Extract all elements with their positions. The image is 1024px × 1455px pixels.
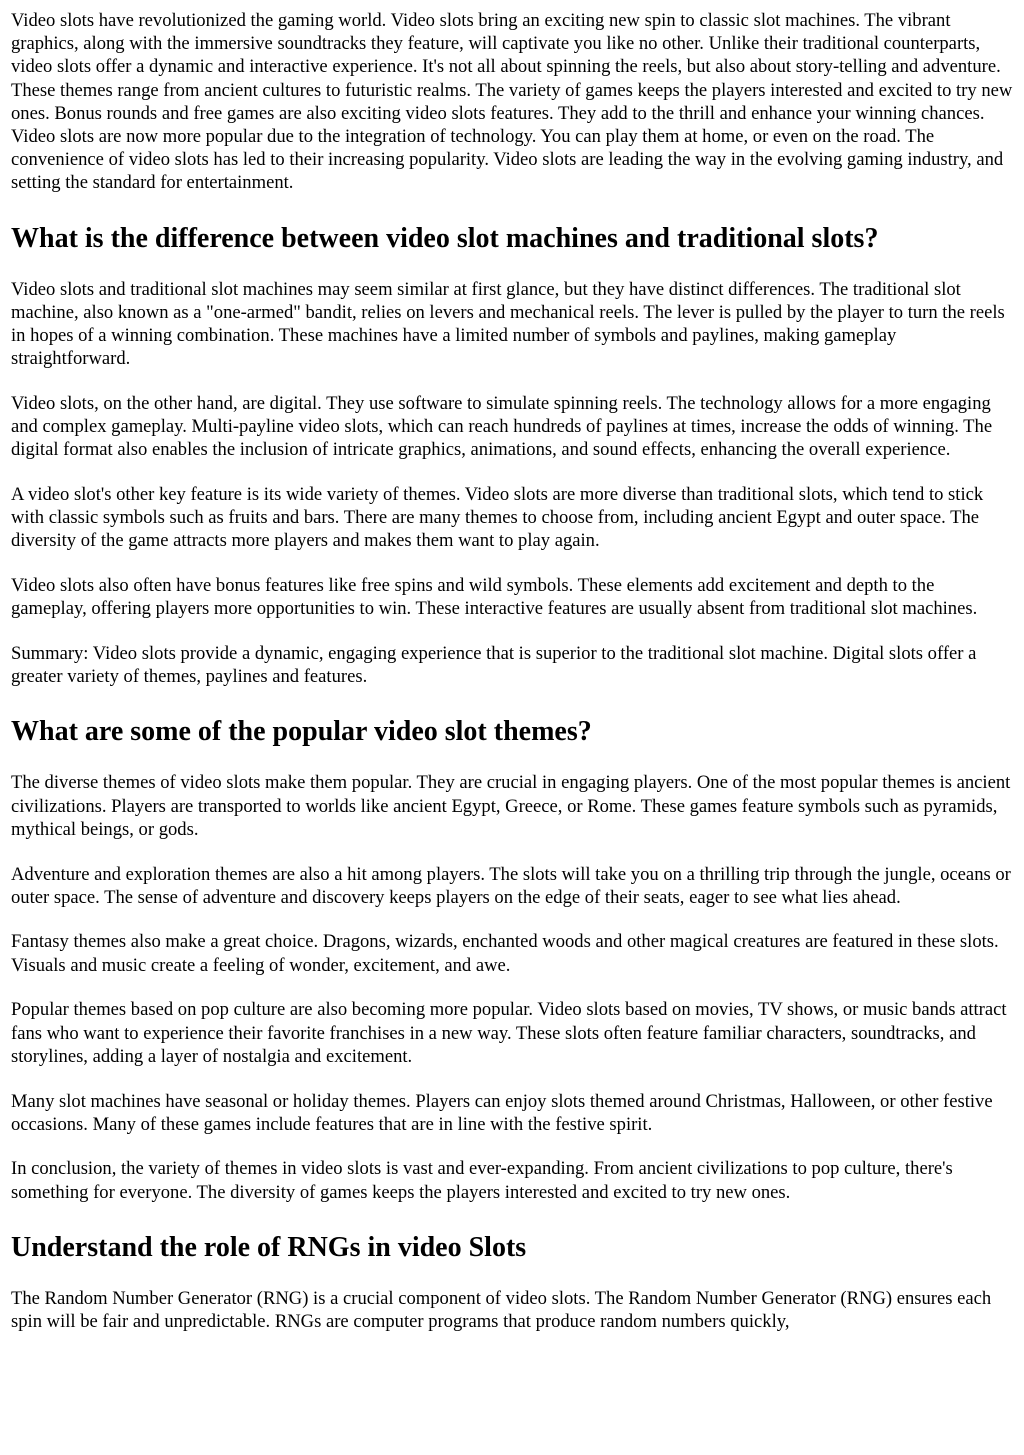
section-themes — [11, 715, 1014, 1203]
paragraph: Video slots and traditional slot machines may seem similar at first glance, but they have distinct differences. The traditional slot machine, also known as a "one-armed" bandit, relies on levers and mechanical reels. The lever is pulled by the player to turn the reels in hopes of a winning combination. These machines have a limited number of symbols and paylines, making gameplay straightforward. — [11, 278, 1005, 370]
paragraph: Video slots, on the other hand, are digital. They use software to simulate spinning reels. The technology allows for a more engaging and complex gameplay. Multi-payline video slots, which can reach hundreds of paylines at times, increase the odds of winning. The digital format also enables the inclusion of intricate graphics, animations, and sound effects, enhancing the overall experience. — [11, 392, 993, 461]
section-heading: What is the difference between video slot machines and traditional slots? — [11, 222, 879, 254]
paragraph: In conclusion, the variety of themes in video slots is vast and ever-expanding. From ancient civilizations to pop culture, there's something for everyone. The diversity of games keeps the players interested and excited to try new ones. — [11, 1158, 953, 1203]
paragraph: Adventure and exploration themes are also a hit among players. The slots will take you on a thrilling trip through the jungle, oceans or outer space. The sense of adventure and discovery keeps players on the edge of their seats, eager to see what lies ahead. — [11, 863, 1011, 908]
paragraph: Summary: Video slots provide a dynamic, engaging experience that is superior to the traditional slot machine. Digital slots offer a greater variety of themes, paylines and features. — [11, 643, 977, 688]
paragraph: Popular themes based on pop culture are also becoming more popular. Video slots based on movies, TV shows, or music bands attract fans who want to experience their favorite franchises in a new way. These slots often feature familiar characters, soundtracks, and storylines, adding a layer of nostalgia and excitement. — [11, 999, 1007, 1067]
paragraph: Video slots also often have bonus features like free spins and wild symbols. These elements add excitement and depth to the gameplay, offering players more opportunities to win. These interactive features are usually absent from traditional slot machines. — [11, 575, 978, 620]
paragraph: Fantasy themes also make a great choice. Dragons, wizards, enchanted woods and other magical creatures are featured in these slots. Visuals and music create a feeling of wonder, excitement, and awe. — [11, 931, 999, 976]
article — [0, 9, 1024, 1333]
section-heading: What are some of the popular video slot themes? — [11, 716, 592, 748]
section-heading: Understand the role of RNGs in video Slots — [11, 1231, 527, 1263]
paragraph: A video slot's other key feature is its wide variety of themes. Video slots are more diverse than traditional slots, which tend to stick with classic symbols such as fruits and bars. There are many themes to choose from, including ancient Egypt and outer space. The diversity of the game attracts more players and makes them want to play again. — [11, 484, 984, 552]
paragraph: The Random Number Generator (RNG) is a crucial component of video slots. The Random Number Generator (RNG) ensures each spin will be fair and unpredictable. RNGs are computer programs that produce random numbers quickly, — [11, 1287, 992, 1333]
section-rng — [11, 1231, 1014, 1333]
section-difference — [11, 222, 1014, 689]
intro-paragraph: Video slots have revolutionized the gaming world. Video slots bring an exciting new spin to classic slot machines. The vibrant graphics, along with the immersive soundtracks they feature, will captivate you like no other. Unlike their traditional counterparts, video slots offer a dynamic and interactive experience. It's not all about spinning the reels, but also about story-telling and adventure. These themes range from ancient cultures to futuristic realms. The variety of games keeps the players interested and excited to try new ones. Bonus rounds and free games are also exciting video slots features. They add to the thrill and enhance your winning chances. Video slots are now more popular due to the integration of technology. You can play them at home, or even on the road. The convenience of video slots has led to their increasing popularity. Video slots are leading the way in the evolving gaming industry, and setting the standard for entertainment. — [11, 10, 1013, 194]
paragraph: The diverse themes of video slots make them popular. They are crucial in engaging players. One of the most popular themes is ancient civilizations. Players are transported to worlds like ancient Egypt, Greece, or Rome. These games feature symbols such as pyramids, mythical beings, or gods. — [11, 772, 1011, 840]
paragraph: Many slot machines have seasonal or holiday themes. Players can enjoy slots themed around Christmas, Halloween, or other festive occasions. Many of these games include features that are in line with the festive spirit. — [11, 1090, 993, 1135]
